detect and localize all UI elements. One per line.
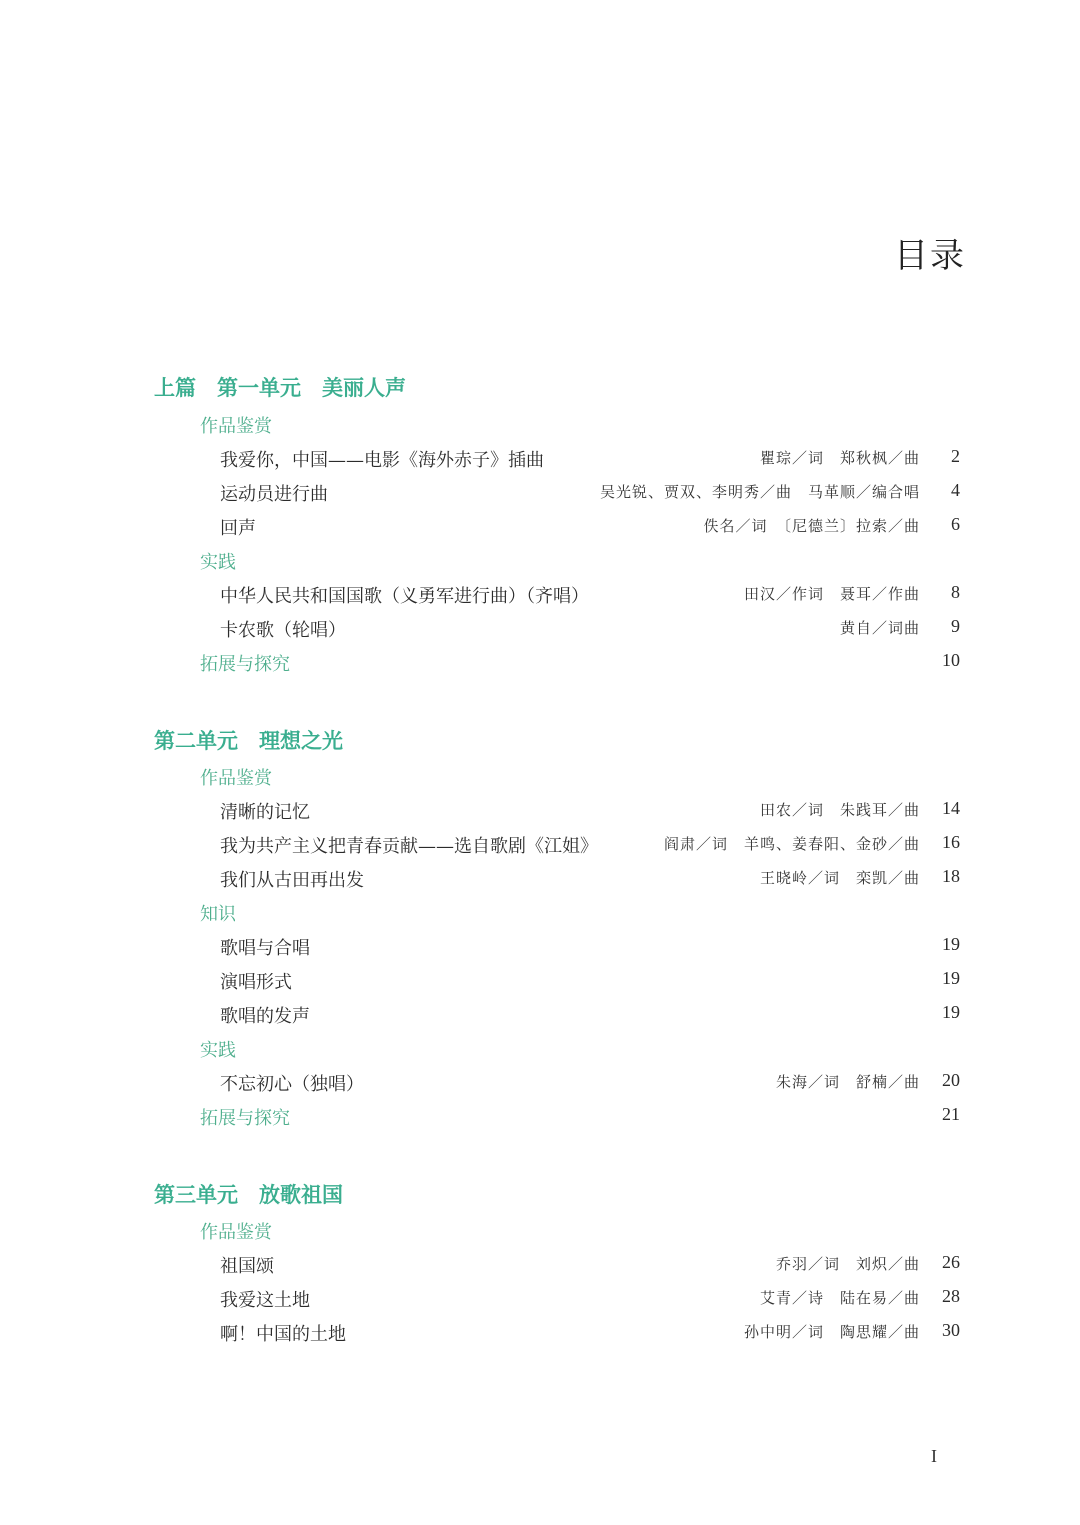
entry-credits: 瞿琮／词 郑秋枫／曲 <box>759 449 920 467</box>
entry-title: 啊！中国的土地 <box>220 1324 346 1345</box>
entry-credits: 佚名／词 〔尼德兰〕拉索／曲 <box>703 517 920 535</box>
entry-page: 26 <box>942 1252 960 1272</box>
entry-credits: 阎肃／词 羊鸣、姜春阳、金砂／曲 <box>663 835 920 853</box>
page-number: I <box>931 1446 937 1466</box>
section-heading[interactable]: 拓展与探究 <box>200 654 290 675</box>
entry-page: 6 <box>951 514 960 534</box>
entry-title: 祖国颂 <box>220 1256 274 1277</box>
entry-title: 不忘初心（独唱） <box>220 1074 364 1095</box>
entry-title: 回声 <box>220 518 256 539</box>
page-title: 目录 <box>894 236 966 276</box>
toc-entry[interactable] <box>220 934 960 964</box>
section-page: 21 <box>942 1104 960 1124</box>
toc-entry[interactable] <box>220 582 960 612</box>
toc-entry[interactable] <box>220 1320 960 1350</box>
unit-heading[interactable]: 第三单元 放歌祖国 <box>154 1182 343 1207</box>
entry-page: 20 <box>942 1070 960 1090</box>
entry-title: 运动员进行曲 <box>220 484 328 505</box>
entry-title: 我为共产主义把青春贡献——选自歌剧《江姐》 <box>220 836 598 857</box>
toc-entry[interactable] <box>220 514 960 544</box>
entry-page: 18 <box>942 866 960 886</box>
entry-title: 卡农歌（轮唱） <box>220 620 346 641</box>
entry-credits: 田汉／作词 聂耳／作曲 <box>743 585 920 603</box>
toc-entry[interactable] <box>220 866 960 896</box>
section-heading[interactable]: 作品鉴赏 <box>200 768 272 789</box>
toc-entry[interactable] <box>220 968 960 998</box>
section-heading[interactable]: 实践 <box>200 552 236 573</box>
entry-page: 2 <box>951 446 960 466</box>
toc-entry[interactable] <box>220 616 960 646</box>
toc-entry[interactable] <box>220 446 960 476</box>
entry-page: 19 <box>942 1002 960 1022</box>
entry-page: 30 <box>942 1320 960 1340</box>
entry-title: 我们从古田再出发 <box>220 870 364 891</box>
entry-page: 19 <box>942 934 960 954</box>
entry-credits: 朱海／词 舒楠／曲 <box>775 1073 920 1091</box>
section-heading[interactable]: 作品鉴赏 <box>200 1222 272 1243</box>
entry-page: 28 <box>942 1286 960 1306</box>
entry-page: 4 <box>951 480 960 500</box>
entry-title: 中华人民共和国国歌（义勇军进行曲）（齐唱） <box>220 586 589 607</box>
toc-entry[interactable] <box>220 1286 960 1316</box>
section-page: 10 <box>942 650 960 670</box>
entry-credits: 艾青／诗 陆在易／曲 <box>759 1289 920 1307</box>
entry-credits: 孙中明／词 陶思耀／曲 <box>743 1323 920 1341</box>
entry-page: 8 <box>951 582 960 602</box>
toc-entry[interactable] <box>220 832 960 862</box>
entry-title: 歌唱与合唱 <box>220 938 310 959</box>
entry-page: 9 <box>951 616 960 636</box>
section-heading[interactable]: 知识 <box>200 904 236 925</box>
toc-entry[interactable] <box>220 1002 960 1032</box>
entry-title: 歌唱的发声 <box>220 1006 310 1027</box>
entry-credits: 田农／词 朱践耳／曲 <box>759 801 920 819</box>
toc-entry[interactable] <box>220 798 960 828</box>
toc-entry[interactable] <box>220 1252 960 1282</box>
entry-credits: 乔羽／词 刘炽／曲 <box>775 1255 920 1273</box>
entry-title: 演唱形式 <box>220 972 292 993</box>
entry-title: 我爱这土地 <box>220 1290 310 1311</box>
section-heading[interactable]: 作品鉴赏 <box>200 416 272 437</box>
entry-title: 清晰的记忆 <box>220 802 310 823</box>
toc-entry[interactable] <box>220 1070 960 1100</box>
toc-entry[interactable] <box>220 480 960 510</box>
entry-credits: 王晓岭／词 栾凯／曲 <box>759 869 920 887</box>
entry-credits: 黄自／词曲 <box>839 619 920 637</box>
entry-title: 我爱你，中国——电影《海外赤子》插曲 <box>220 450 544 471</box>
entry-page: 14 <box>942 798 960 818</box>
section-heading[interactable]: 实践 <box>200 1040 236 1061</box>
unit-heading[interactable]: 第二单元 理想之光 <box>154 728 343 753</box>
unit-heading[interactable]: 上篇 第一单元 美丽人声 <box>154 375 406 400</box>
section-heading[interactable]: 拓展与探究 <box>200 1108 290 1129</box>
entry-page: 16 <box>942 832 960 852</box>
entry-page: 19 <box>942 968 960 988</box>
entry-credits: 吴光锐、贾双、李明秀／曲 马革顺／编合唱 <box>599 483 920 501</box>
